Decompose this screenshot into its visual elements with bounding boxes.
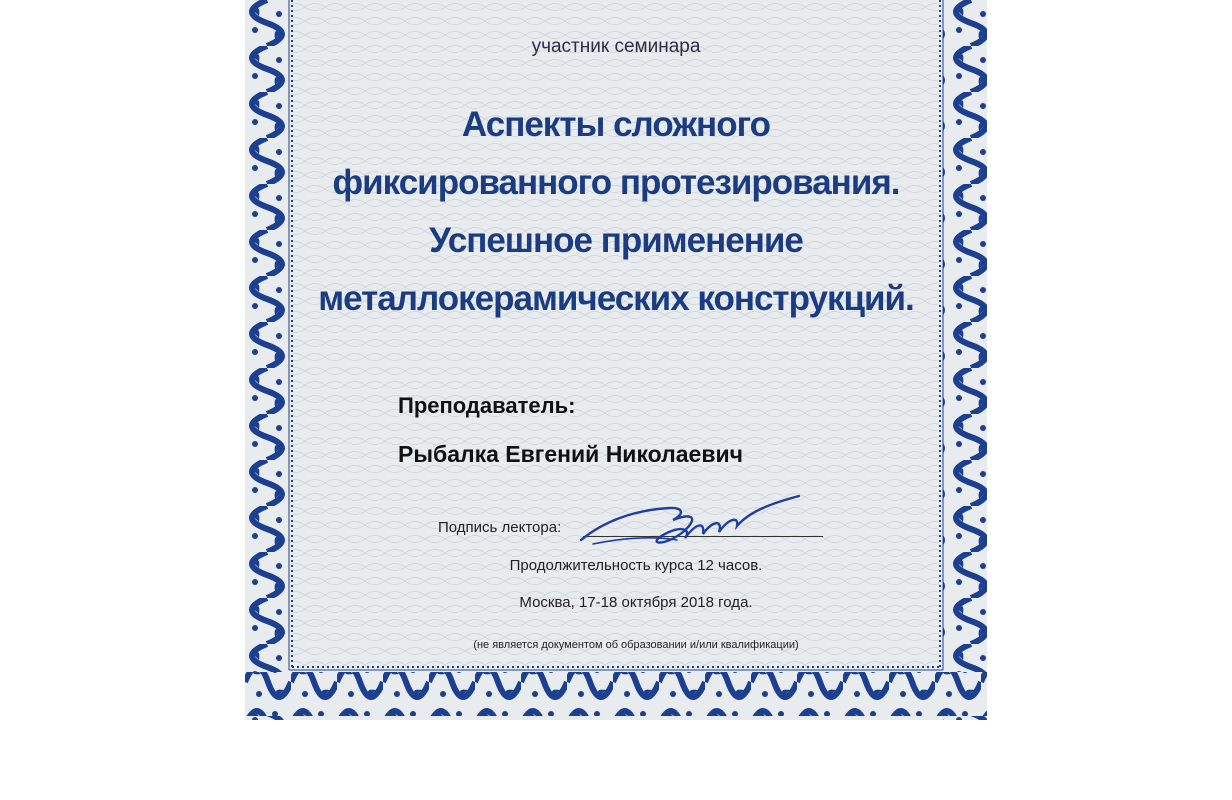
course-title	[293, 96, 939, 328]
course-title-line: Успешное применение	[429, 221, 803, 260]
participant-subtitle: участник семинара	[531, 36, 701, 57]
course-title-line: металлокерамических конструкций.	[318, 279, 914, 318]
teacher-label: Преподаватель:	[398, 393, 576, 418]
certificate-body	[293, 0, 939, 667]
course-title-line: фиксированного протезирования.	[332, 163, 900, 202]
signature-label: Подпись лектора:	[438, 519, 562, 536]
place-and-date: Москва, 17-18 октября 2018 года.	[519, 594, 753, 611]
handwritten-signature	[573, 482, 803, 562]
disclaimer: (не является документом об образовании и/или квалификации)	[473, 639, 799, 651]
teacher-name: Рыбалка Евгений Николаевич	[398, 441, 743, 467]
course-duration: Продолжительность курса 12 часов.	[509, 557, 763, 574]
course-title-line: Аспекты сложного	[461, 105, 771, 144]
certificate	[245, 0, 987, 720]
